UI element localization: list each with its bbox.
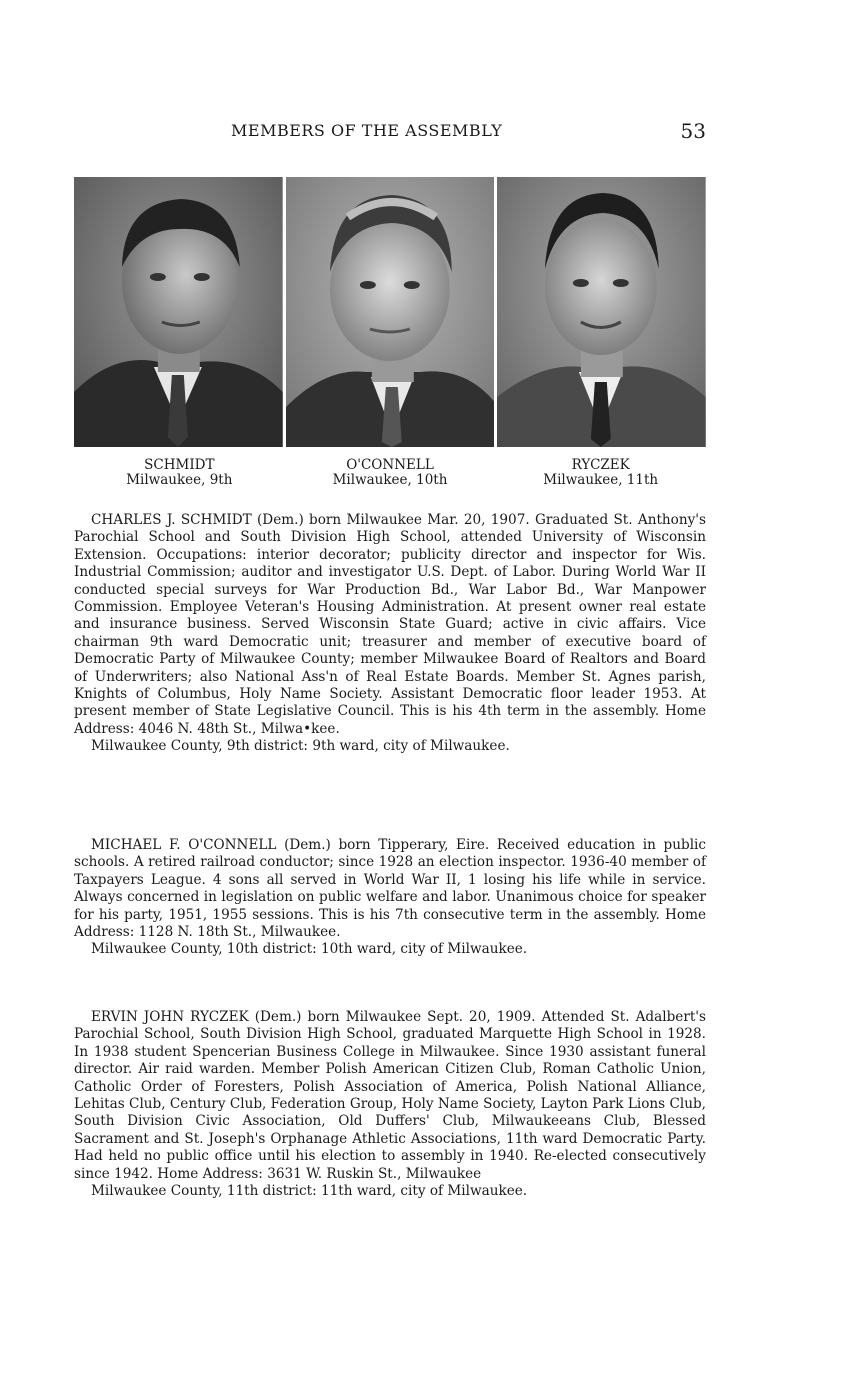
caption-district: Milwaukee, 9th <box>126 472 233 488</box>
portrait-oconnell <box>286 177 495 447</box>
caption-name: RYCZEK <box>571 457 630 473</box>
caption-ryczek <box>495 458 706 488</box>
district-line: Milwaukee County, 11th district: 11th ward, city of Milwaukee. <box>91 1183 528 1200</box>
caption-district: Milwaukee, 10th <box>332 472 448 488</box>
biography-ryczek <box>74 1009 706 1200</box>
portrait-schmidt <box>74 177 283 447</box>
biography-text: MICHAEL F. O'CONNELL (Dem.) born Tipperary, Eire. Received education in public schools. A retired railroad conductor; since 1928 an election inspector. 1936-40 member of Taxpayers League. 4 sons all served in World War II, 1 losing his life while in service. Always concerned in legislation on public welfare and labor. Unanimous choice for speaker for his party, 1951, 1955 sessions. This is his 7th consecutive term in the assembly. Home Address: 1128 N. 18th St., Milwaukee. <box>74 837 706 941</box>
portrait-captions <box>74 458 706 488</box>
page-header <box>74 121 706 145</box>
caption-oconnell <box>285 458 496 488</box>
biography-schmidt <box>74 512 706 756</box>
caption-name: SCHMIDT <box>144 457 215 473</box>
biography-text: CHARLES J. SCHMIDT (Dem.) born Milwaukee Mar. 20, 1907. Graduated St. Anthony's Parochial School and South Division High School, attended University of Wisconsin Extension. Occupations: interior decorator; publicity director and inspector for Wis. Industrial Commission; auditor and investigator U.S. Dept. of Labor. During World War II conducted special surveys for War Production Bd., War Labor Bd., War Manpower Commission. Employee Veteran's Housing Administration. At present owner real estate and insurance business. Served Wisconsin State Guard; active in civic affairs. Vice chairman 9th ward Democratic unit; treasurer and member of executive board of Democratic Party of Milwaukee County; member Milwaukee Board of Realtors and Board of Underwriters; also National Ass'n of Real Estate Boards. Member St. Agnes parish, Knights of Columbus, Holy Name Society. Assistant Democratic floor leader 1953. At present member of State Legislative Council. This is his 4th term in the assembly. Home Address: 4046 N. 48th St., Milwa•kee. <box>74 512 706 737</box>
page-number: 53 <box>680 119 706 143</box>
portrait-ryczek <box>497 177 706 447</box>
caption-name: O'CONNELL <box>346 457 434 473</box>
district-line: Milwaukee County, 10th district: 10th ward, city of Milwaukee. <box>91 941 528 958</box>
biography-oconnell <box>74 837 706 959</box>
caption-district: Milwaukee, 11th <box>543 472 659 488</box>
page-title: MEMBERS OF THE ASSEMBLY <box>231 121 503 140</box>
biography-text: ERVIN JOHN RYCZEK (Dem.) born Milwaukee Sept. 20, 1909. Attended St. Adalbert's Parochial School, South Division High School, graduated Marquette High School in 1928. In 1938 student Spencerian Business College in Milwaukee. Since 1930 assistant funeral director. Air raid warden. Member Polish American Citizen Club, Roman Catholic Union, Catholic Order of Foresters, Polish Association of America, Polish National Alliance, Lehitas Club, Century Club, Federation Group, Holy Name Society, Layton Park Lions Club, South Division Civic Association, Old Duffers' Club, Milwaukeeans Club, Blessed Sacrament and St. Joseph's Orphanage Athletic Associations, 11th ward Democratic Party. Had held no public office until his election to assembly in 1940. Re-elected consecutively since 1942. Home Address: 3631 W. Ruskin St., Milwaukee <box>74 1009 706 1182</box>
portrait-row <box>74 177 706 447</box>
district-line: Milwaukee County, 9th district: 9th ward, city of Milwaukee. <box>91 738 510 755</box>
caption-schmidt <box>74 458 285 488</box>
